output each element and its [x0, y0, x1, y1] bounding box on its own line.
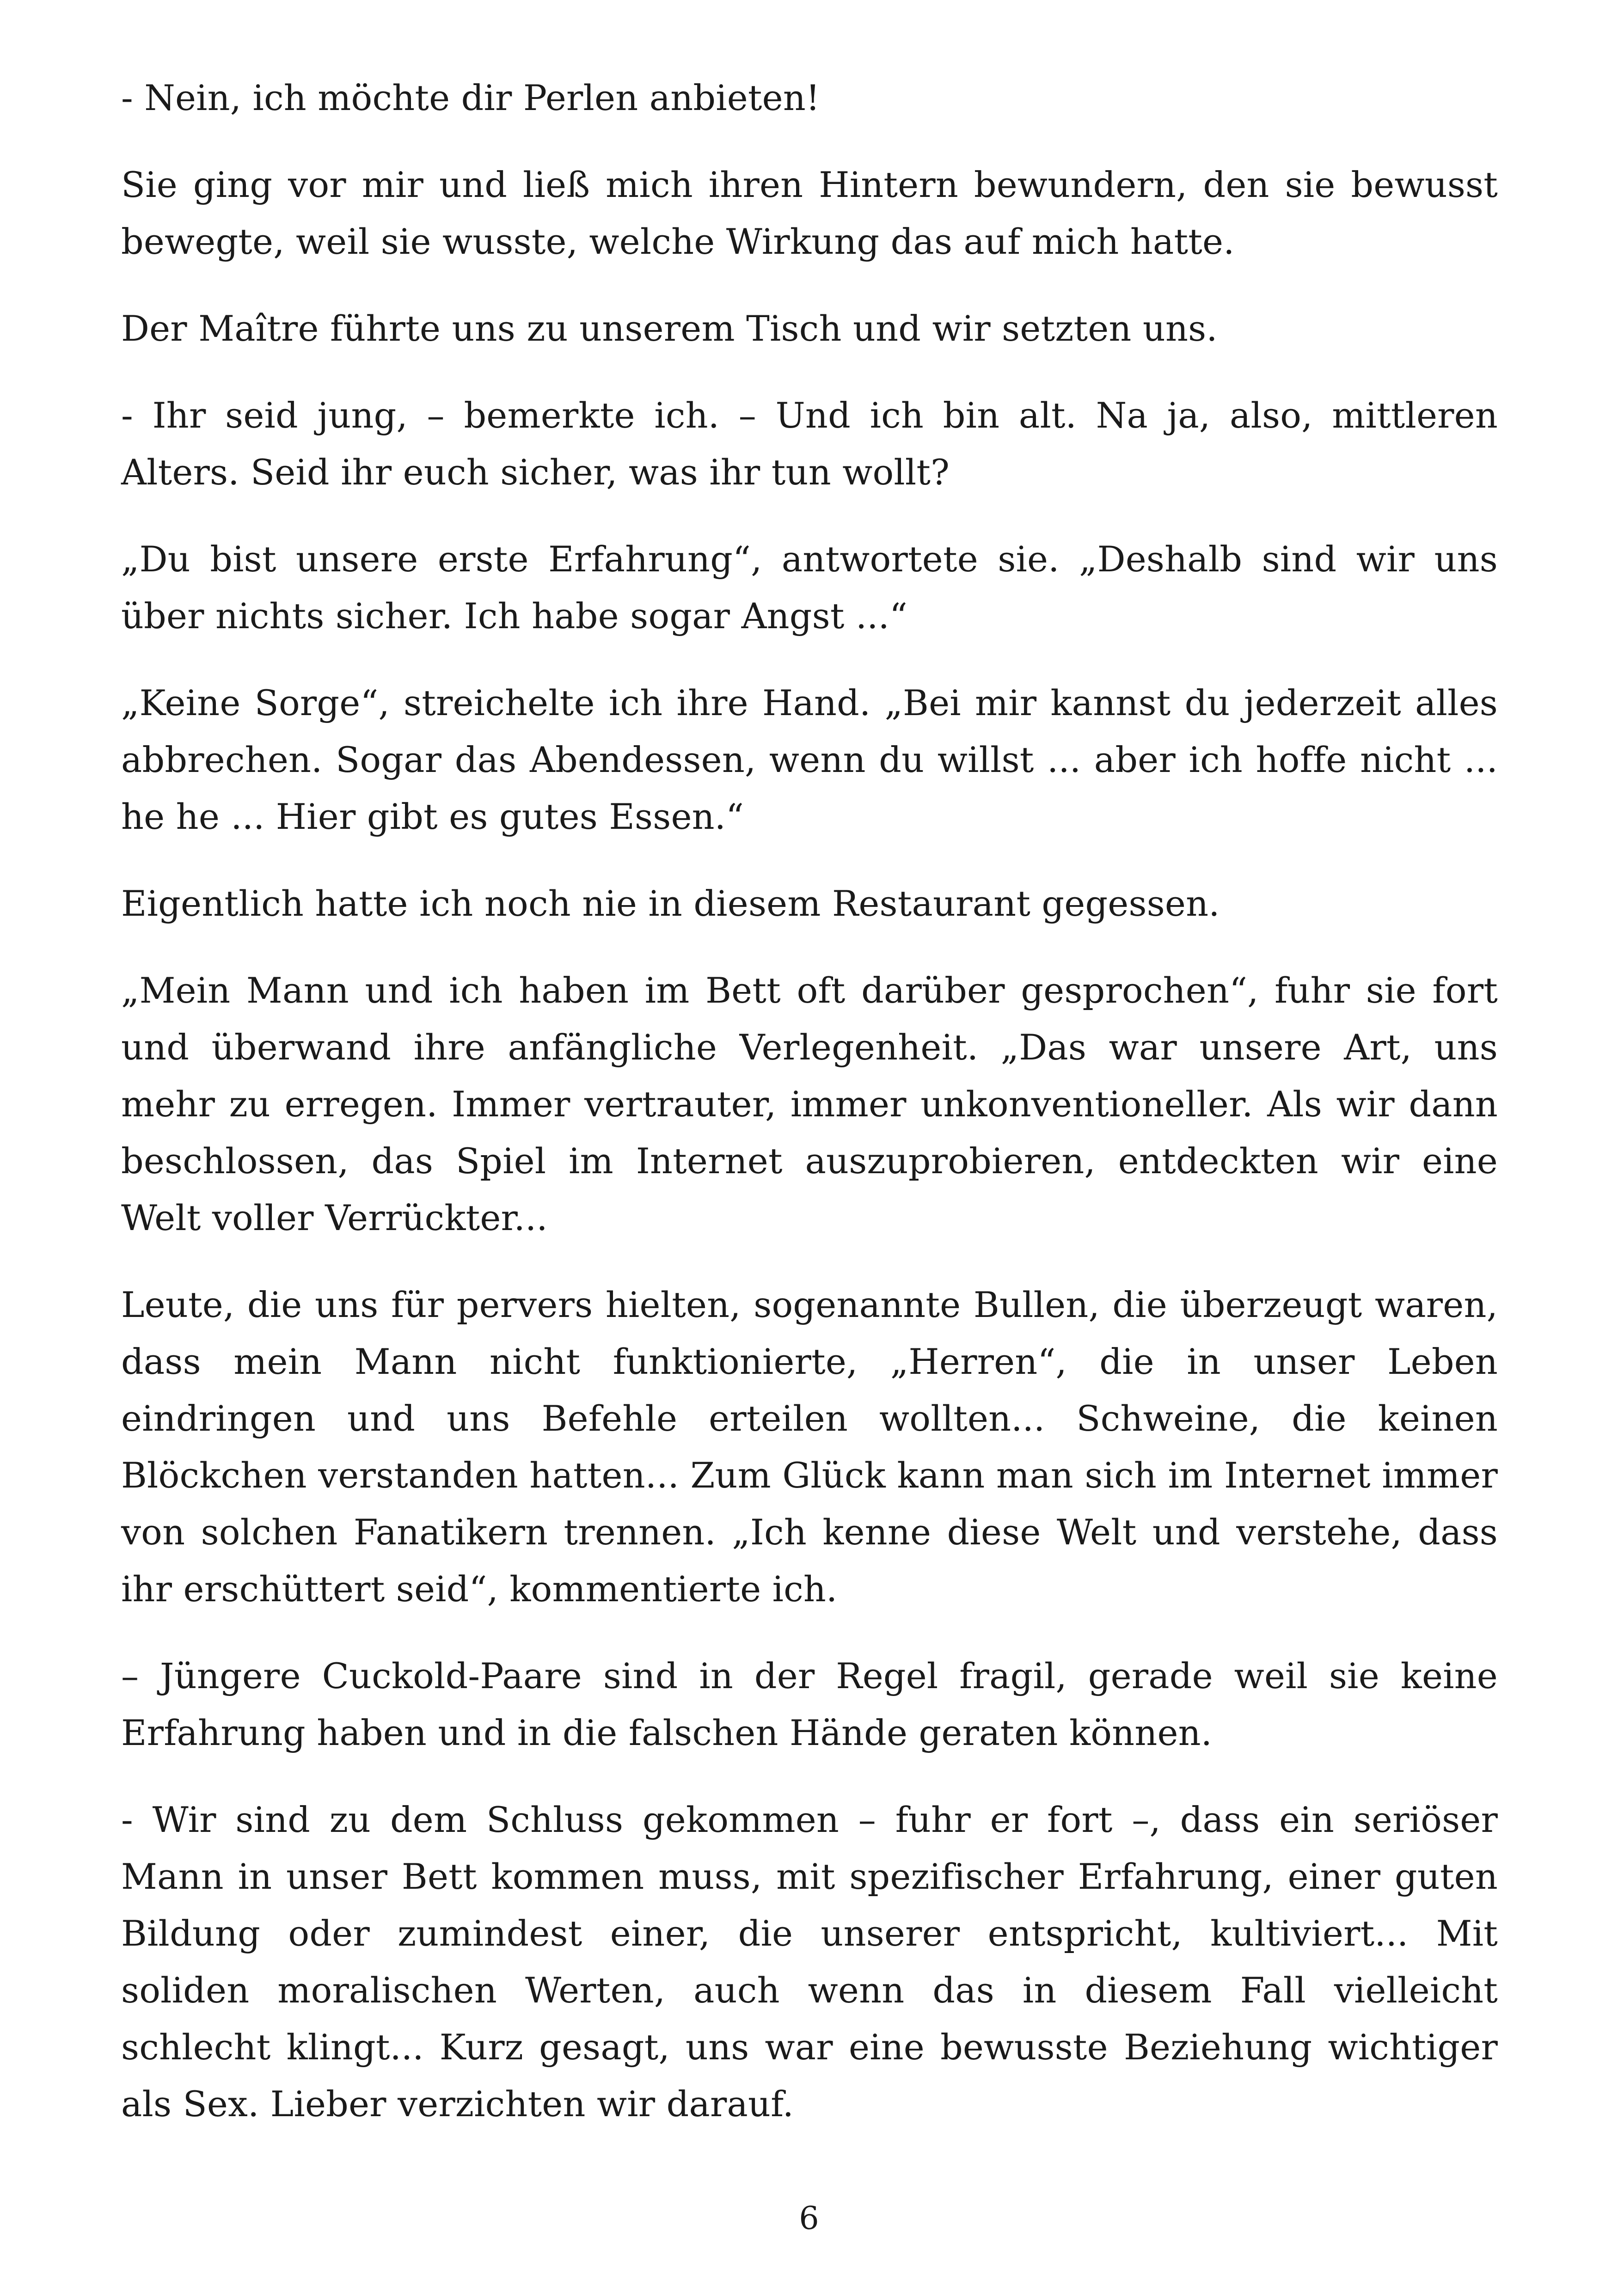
paragraph: - Nein, ich möchte dir Perlen anbieten! [121, 77, 820, 118]
paragraph: - Wir sind zu dem Schluss gekommen – fuhr er fort –, dass ein seriöser Mann in unser Bett kommen muss, mit spezifischer Erfahrung, einer guten Bildung oder zumindest einer, die unserer entspricht, kultiviert... Mit soliden moralischen Werten, auch wenn das in diesem Fall vielleicht schlecht klingt... Kurz gesagt, uns war eine bewusste Beziehung wichtiger als Sex. Lieber verzichten wir darauf. [121, 1799, 1498, 2125]
paragraph: „Mein Mann und ich haben im Bett oft darüber gesprochen“, fuhr sie fort und überwand ihre anfängliche Verlegenheit. „Das war unsere Art, uns mehr zu erregen. Immer vertrauter, immer unkonventioneller. Als wir dann beschlossen, das Spiel im Internet auszuprobieren, entdeckten wir eine Welt voller Verrückter... [121, 970, 1498, 1238]
paragraph: – Jüngere Cuckold-Paare sind in der Regel fragil, gerade weil sie keine Erfahrung haben und in die falschen Hände geraten können. [121, 1655, 1498, 1753]
paragraph: Leute, die uns für pervers hielten, sogenannte Bullen, die überzeugt waren, dass mein Mann nicht funktionierte, „Herren“, die in unser Leben eindringen und uns Befehle erteilen wollten... Schweine, die keinen Blöckchen verstanden hatten... Zum Glück kann man sich im Internet immer von solchen Fanatikern trennen. „Ich kenne diese Welt und verstehe, dass ihr erschüttert seid“, kommentierte ich. [121, 1284, 1498, 1610]
paragraph: „Du bist unsere erste Erfahrung“, antwortete sie. „Deshalb sind wir uns über nichts sicher. Ich habe sogar Angst ...“ [121, 539, 1498, 637]
paragraph: „Keine Sorge“, streichelte ich ihre Hand. „Bei mir kannst du jederzeit alles abbrechen. Sogar das Abendessen, wenn du willst ... aber ich hoffe nicht ... he he ... Hier gibt es gutes Essen.“ [121, 682, 1498, 837]
paragraph: - Ihr seid jung, – bemerkte ich. – Und ich bin alt. Na ja, also, mittleren Alters. Seid ihr euch sicher, was ihr tun wollt? [121, 395, 1498, 493]
page-number: 6 [799, 2200, 819, 2237]
paragraph: Sie ging vor mir und ließ mich ihren Hintern bewundern, den sie bewusst bewegte, weil sie wusste, welche Wirkung das auf mich hatte. [121, 164, 1498, 262]
paragraph: Der Maître führte uns zu unserem Tisch und wir setzten uns. [121, 308, 1218, 349]
paragraph: Eigentlich hatte ich noch nie in diesem Restaurant gegessen. [121, 883, 1220, 924]
body-text [121, 69, 1498, 2132]
